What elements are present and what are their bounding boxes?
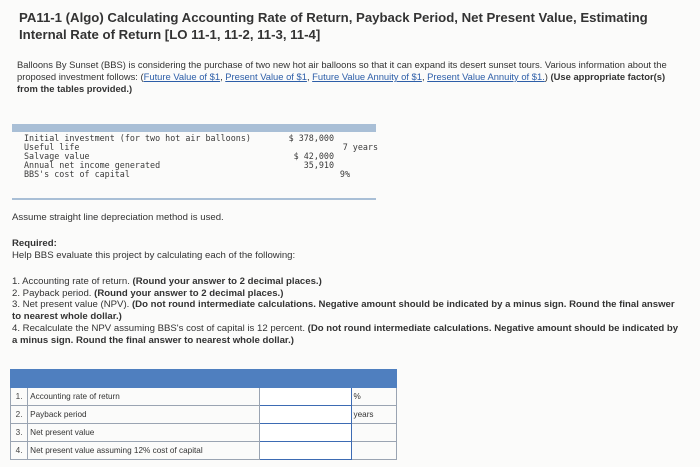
payback-period-input[interactable]: [259, 406, 351, 424]
row-label: Net present value: [28, 424, 259, 442]
info-value: 7 years: [342, 142, 378, 152]
info-value: 9%: [339, 169, 350, 179]
item-instruction: (Round your answer to 2 decimal places.): [94, 288, 284, 299]
info-row: [24, 170, 364, 179]
item-text: 3. Net present value (NPV).: [12, 299, 132, 310]
intro-text: Balloons By Sunset (BBS) is considering the purchase of two new hot air balloons so that it can expand its desert sunset tours. Various information about the proposed investment follows: (: [17, 59, 667, 82]
required-label: Required:: [12, 238, 57, 249]
intro-close: ): [544, 71, 551, 82]
separator: ,: [421, 71, 428, 82]
answer-row: [11, 406, 397, 424]
answer-table-header: [11, 370, 397, 388]
item-text: 1. Accounting rate of return.: [12, 276, 133, 287]
info-value: 35,910: [303, 160, 334, 170]
present-value-annuity-link[interactable]: Present Value Annuity of $1.: [427, 71, 545, 82]
row-unit: [351, 442, 397, 460]
requirement-item-1: [12, 276, 682, 288]
item-text: 4. Recalculate the NPV assuming BBS's cost of capital is 12 percent.: [12, 323, 308, 334]
problem-intro: [17, 59, 682, 95]
info-label: Useful life: [24, 142, 80, 152]
accounting-rate-input[interactable]: [259, 388, 351, 406]
row-number: 2.: [11, 406, 28, 424]
info-label: BBS's cost of capital: [24, 169, 130, 179]
npv-input[interactable]: [259, 424, 351, 442]
future-value-link[interactable]: Future Value of $1: [143, 71, 221, 82]
row-label: Payback period: [28, 406, 259, 424]
future-value-annuity-link[interactable]: Future Value Annuity of $1: [312, 71, 422, 82]
npv-12-percent-input[interactable]: [259, 442, 351, 460]
answer-row: [11, 442, 397, 460]
row-label: Net present value assuming 12% cost of capital: [28, 442, 259, 460]
assumption-text: Assume straight line depreciation method is used.: [12, 212, 224, 223]
intro-instruction: (Use appropriate factor(s) from the tables provided.): [17, 71, 666, 94]
row-label: Accounting rate of return: [28, 388, 259, 406]
info-label: Salvage value: [24, 151, 90, 161]
separator: ,: [306, 71, 313, 82]
info-value: $ 378,000: [288, 133, 334, 143]
row-unit: %: [351, 388, 397, 406]
requirement-item-4: [12, 323, 682, 347]
info-value: $ 42,000: [293, 151, 334, 161]
row-unit: years: [351, 406, 397, 424]
separator: ,: [220, 71, 226, 82]
row-number: 3.: [11, 424, 28, 442]
required-text: Help BBS evaluate this project by calculating each of the following:: [12, 250, 296, 261]
row-number: 1.: [11, 388, 28, 406]
item-instruction: (Do not round intermediate calculations. Negative amount should be indicated by a minus sign. Round the final answer to nearest whole dollar.): [12, 299, 675, 322]
info-label: Initial investment (for two hot air balloons): [24, 133, 251, 143]
answer-row: [11, 388, 397, 406]
problem-title: PA11-1 (Algo) Calculating Accounting Rate of Return, Payback Period, Net Present Value, Estimating Internal Rate of Return [LO 11-1, 11-2, 11-3, 11-4]: [19, 10, 648, 42]
row-number: 4.: [11, 442, 28, 460]
investment-info-table: [12, 124, 376, 200]
row-unit: [351, 424, 397, 442]
requirement-item-3: [12, 299, 682, 323]
item-instruction: (Round your answer to 2 decimal places.): [132, 276, 322, 287]
item-text: 2. Payback period.: [12, 288, 95, 299]
header-cell: [11, 370, 397, 388]
present-value-link[interactable]: Present Value of $1: [225, 71, 307, 82]
item-instruction: (Do not round intermediate calculations. Negative amount should be indicated by a minus sign. Round the final answer to nearest whole dollar.): [12, 323, 679, 346]
answer-table: [10, 369, 397, 460]
answer-row: [11, 424, 397, 442]
info-label: Annual net income generated: [24, 160, 161, 170]
